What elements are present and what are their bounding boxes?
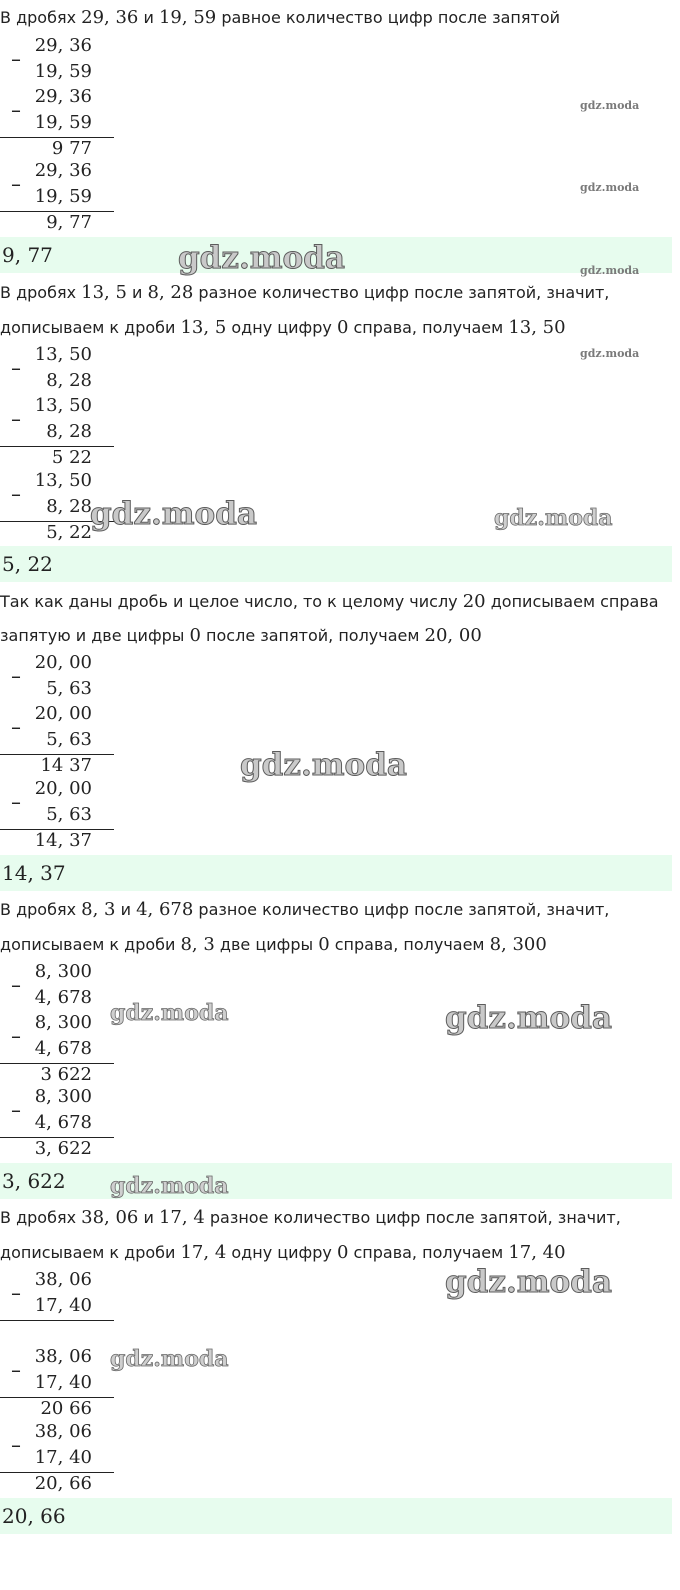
answer-bar bbox=[0, 1498, 672, 1534]
subtraction-block bbox=[0, 86, 114, 162]
subtraction-block bbox=[0, 1269, 114, 1345]
minuend: 29, 36 bbox=[34, 35, 92, 56]
math-run: 4, 678 bbox=[136, 899, 194, 920]
text-run: после запятой, получаем bbox=[200, 626, 425, 645]
math-run: 38, 06 bbox=[81, 1207, 139, 1228]
minus-sign: – bbox=[11, 172, 21, 196]
subtraction-block bbox=[0, 395, 114, 471]
minuend: 20, 00 bbox=[34, 778, 92, 799]
minuend: 38, 06 bbox=[34, 1421, 92, 1442]
minuend: 38, 06 bbox=[34, 1346, 92, 1367]
watermark: gdz.moda bbox=[494, 505, 613, 531]
section-4-intro-line-1 bbox=[0, 900, 672, 920]
math-run: 0 bbox=[318, 934, 330, 955]
text-run: Так как даны дробь и целое число, то к целому числу bbox=[0, 592, 463, 611]
answer-bar bbox=[0, 855, 672, 891]
watermark: gdz.moda bbox=[178, 240, 345, 276]
minus-sign: – bbox=[11, 1098, 21, 1122]
difference: 5, 22 bbox=[46, 522, 92, 543]
minuend: 13, 50 bbox=[34, 470, 92, 491]
section-3-intro-line-1 bbox=[0, 592, 672, 612]
math-run: 13, 5 bbox=[81, 282, 127, 303]
text-run: и bbox=[138, 1208, 159, 1227]
watermark: gdz.moda bbox=[580, 264, 640, 277]
watermark: gdz.moda bbox=[110, 1346, 229, 1372]
subtrahend: 8, 28 bbox=[46, 370, 92, 391]
section-3-intro-line-2 bbox=[0, 626, 672, 646]
answer-value: 14, 37 bbox=[2, 861, 66, 885]
subtraction-block bbox=[0, 703, 114, 779]
difference: 14 37 bbox=[40, 755, 92, 776]
watermark: gdz.moda bbox=[445, 1264, 612, 1300]
difference: 20, 66 bbox=[34, 1473, 92, 1494]
math-run: 8, 28 bbox=[147, 282, 194, 303]
text-run: дописываем справа bbox=[485, 592, 659, 611]
difference: 5 22 bbox=[51, 447, 92, 468]
minuend: 8, 300 bbox=[34, 1012, 92, 1033]
text-run: и bbox=[115, 900, 137, 919]
subtrahend: 17, 40 bbox=[34, 1295, 92, 1316]
subtrahend: 4, 678 bbox=[34, 1038, 92, 1059]
subtraction-block bbox=[0, 160, 114, 236]
watermark: gdz.moda bbox=[240, 747, 407, 783]
math-run: 0 bbox=[336, 1242, 349, 1263]
minuend: 8, 300 bbox=[34, 961, 92, 982]
difference: 20 66 bbox=[40, 1398, 92, 1419]
section-1-intro-line-1 bbox=[0, 8, 672, 28]
minus-sign: – bbox=[11, 482, 21, 506]
minuend: 13, 50 bbox=[34, 395, 92, 416]
minus-sign: – bbox=[11, 356, 21, 380]
text-run: две цифры bbox=[214, 935, 319, 954]
watermark: gdz.moda bbox=[110, 1000, 229, 1026]
watermark: gdz.moda bbox=[445, 1000, 612, 1036]
math-run: 20, 00 bbox=[424, 625, 482, 646]
math-run: 29, 36 bbox=[81, 7, 139, 28]
subtrahend: 5, 63 bbox=[46, 678, 92, 699]
subtraction-block bbox=[0, 1012, 114, 1088]
subtraction-block bbox=[0, 1421, 114, 1497]
text-run: дописываем к дроби bbox=[0, 935, 181, 954]
text-run: дописываем к дроби bbox=[0, 1243, 181, 1262]
difference: 14, 37 bbox=[34, 830, 92, 851]
math-run: 13, 50 bbox=[508, 317, 566, 338]
minus-sign: – bbox=[11, 664, 21, 688]
text-run: одну цифру bbox=[226, 1243, 337, 1262]
text-run: одну цифру bbox=[226, 318, 337, 337]
math-run: 8, 3 bbox=[180, 934, 215, 955]
text-run: разное количество цифр после запятой, значит, bbox=[193, 900, 610, 919]
subtrahend: 19, 59 bbox=[34, 186, 92, 207]
text-run: запятую и две цифры bbox=[0, 626, 190, 645]
minus-sign: – bbox=[11, 1358, 21, 1382]
subtrahend: 8, 28 bbox=[46, 496, 92, 517]
result-line bbox=[0, 1320, 114, 1321]
answer-bar bbox=[0, 1163, 672, 1199]
section-2-intro-line-2 bbox=[0, 318, 672, 338]
watermark: gdz.moda bbox=[580, 181, 640, 194]
section-4-intro-line-2 bbox=[0, 935, 672, 955]
text-run: равное количество цифр после запятой bbox=[216, 8, 561, 27]
subtrahend: 19, 59 bbox=[34, 112, 92, 133]
answer-value: 9, 77 bbox=[2, 243, 53, 267]
math-run: 17, 40 bbox=[508, 1242, 566, 1263]
answer-bar bbox=[0, 546, 672, 582]
answer-value: 3, 622 bbox=[2, 1169, 66, 1193]
minuend: 29, 36 bbox=[34, 86, 92, 107]
subtrahend: 5, 63 bbox=[46, 729, 92, 750]
subtrahend: 5, 63 bbox=[46, 804, 92, 825]
subtraction-block bbox=[0, 1086, 114, 1162]
minus-sign: – bbox=[11, 973, 21, 997]
minus-sign: – bbox=[11, 407, 21, 431]
watermark: gdz.moda bbox=[90, 496, 257, 532]
subtrahend: 17, 40 bbox=[34, 1372, 92, 1393]
subtraction-block bbox=[0, 1346, 114, 1422]
answer-value: 5, 22 bbox=[2, 552, 53, 576]
math-run: 8, 3 bbox=[81, 899, 116, 920]
section-5-intro-line-1 bbox=[0, 1208, 672, 1228]
math-run: 19, 59 bbox=[158, 7, 217, 28]
minus-sign: – bbox=[11, 790, 21, 814]
math-run: 17, 4 bbox=[180, 1242, 227, 1263]
minuend: 20, 00 bbox=[34, 703, 92, 724]
watermark: gdz.moda bbox=[580, 99, 640, 112]
subtrahend: 4, 678 bbox=[34, 1112, 92, 1133]
text-run: справа, получаем bbox=[348, 318, 509, 337]
text-run: и bbox=[138, 8, 159, 27]
section-5-intro-line-2 bbox=[0, 1243, 672, 1263]
math-run: 0 bbox=[189, 625, 201, 646]
subtrahend: 8, 28 bbox=[46, 421, 92, 442]
difference: 9 77 bbox=[51, 138, 92, 159]
text-run: справа, получаем bbox=[329, 935, 490, 954]
text-run: В дробях bbox=[0, 283, 82, 302]
text-run: В дробях bbox=[0, 900, 82, 919]
text-run: справа, получаем bbox=[348, 1243, 509, 1262]
minus-sign: – bbox=[11, 1281, 21, 1305]
minuend: 29, 36 bbox=[34, 160, 92, 181]
minuend: 20, 00 bbox=[34, 652, 92, 673]
minuend: 38, 06 bbox=[34, 1269, 92, 1290]
watermark: gdz.moda bbox=[110, 1173, 229, 1199]
answer-value: 20, 66 bbox=[2, 1504, 66, 1528]
math-run: 13, 5 bbox=[180, 317, 227, 338]
text-run: разное количество цифр после запятой, значит, bbox=[193, 283, 610, 302]
minus-sign: – bbox=[11, 1024, 21, 1048]
section-2-intro-line-1 bbox=[0, 283, 672, 303]
math-run: 20 bbox=[462, 591, 486, 612]
text-run: дописываем к дроби bbox=[0, 318, 181, 337]
subtraction-block bbox=[0, 778, 114, 854]
math-run: 17, 4 bbox=[158, 1207, 205, 1228]
minus-sign: – bbox=[11, 1433, 21, 1457]
minuend: 8, 300 bbox=[34, 1086, 92, 1107]
minus-sign: – bbox=[11, 715, 21, 739]
subtrahend: 4, 678 bbox=[34, 987, 92, 1008]
minus-sign: – bbox=[11, 98, 21, 122]
minuend: 13, 50 bbox=[34, 344, 92, 365]
text-run: разное количество цифр после запятой, значит, bbox=[204, 1208, 621, 1227]
text-run: и bbox=[126, 283, 148, 302]
difference: 3 622 bbox=[40, 1064, 92, 1085]
text-run: В дробях bbox=[0, 8, 82, 27]
text-run: В дробях bbox=[0, 1208, 82, 1227]
subtrahend: 19, 59 bbox=[34, 61, 92, 82]
math-run: 8, 300 bbox=[489, 934, 547, 955]
difference: 3, 622 bbox=[34, 1138, 92, 1159]
subtrahend: 17, 40 bbox=[34, 1447, 92, 1468]
watermark: gdz.moda bbox=[580, 347, 640, 360]
minus-sign: – bbox=[11, 47, 21, 71]
difference: 9, 77 bbox=[46, 212, 92, 233]
math-run: 0 bbox=[336, 317, 349, 338]
